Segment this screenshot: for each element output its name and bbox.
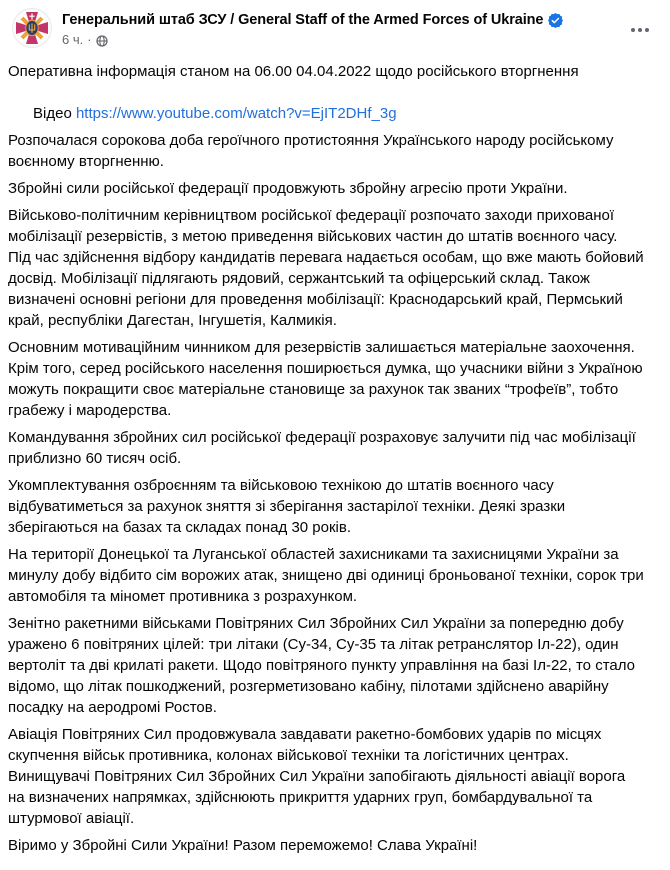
post-intro-paragraph [8, 61, 644, 124]
post-paragraph: Військово-політичним керівництвом російської федерації розпочато заходи прихованої мобілізації резервістів, з метою приведення військових частин до штатів воєнного часу. Під час здійснення відбору кандидатів перевага надається особам, що вже мають бойовий досвід. Мобілізації підлягають рядовий, сержантський та офіцерський склад. Також визначені основні регіони для проведення мобілізації: Краснодарський край, Пермський край, республіки Дагестан, Інгушетія, Калмикія. [8, 207, 648, 329]
more-options-button[interactable] [624, 18, 656, 42]
timestamp-link[interactable]: 6 ч. [62, 32, 84, 47]
verified-badge-icon [548, 13, 563, 28]
post-body-text [0, 48, 670, 870]
post-paragraph: Зенітно ракетними військами Повітряних Сил Збройних Сил України за попередню добу уражено 6 повітряних цілей: три літаки (Су-34, Су-35 та літак ретранслятор Іл-22), один вертоліт та дві крилаті ракети. Щодо повітряного пункту управління на базі Іл-22, то стало відомо, що літак пошкоджений, розгерметизовано кабіну, пілотами здійснено аварійну посадку на аеродромі Ростов. [8, 615, 640, 716]
post-paragraph: Розпочалася сорокова доба героїчного протистояння Українського народу російському воєнному вторгненню. [8, 132, 618, 170]
audience-globe-icon [96, 35, 108, 47]
page-avatar-emblem-icon[interactable] [12, 8, 52, 48]
post-paragraph: Командування збройних сил російської федерації розраховує залучити під час мобілізації приблизно 60 тисяч осіб. [8, 429, 640, 467]
intro-line: Оперативна інформація станом на 06.00 04.04.2022 щодо російського вторгнення [8, 63, 579, 80]
post-paragraph: Укомплектування озброєнням та військовою технікою до штатів воєнного часу відбуватиметься за рахунок зняття зі зберігання застарілої техніки. Деякі зразки зберігаються на базах та складах понад 30 років. [8, 477, 570, 536]
meta-separator: · [87, 32, 92, 47]
ellipsis-dot [631, 28, 635, 32]
post-paragraph: Авіація Повітряних Сил продовжувала завдавати ракетно-бомбових ударів по місцях скупчення військ противника, колонах військової техніки та логістичних центрах. Винищувачі Повітряних Сил Збройних Сил України запобігають діяльності авіації ворога на визначених напрямках, здійснюють прикриття ударних груп, бомбардувальної та штурмової авіації. [8, 726, 630, 827]
youtube-video-link[interactable]: https://www.youtube.com/watch?v=EjIT2DHf_3g [75, 105, 397, 122]
post-paragraph: На території Донецької та Луганської областей захисниками та захисницями України за минулу добу відбито сім ворожих атак, знищено дві одиниці броньованої техніки, сорок три автомобіля та міномет противника з розрахунком. [8, 546, 648, 605]
header-text [62, 8, 654, 48]
post-paragraph: Збройні сили російської федерації продовжують збройну агресію проти України. [8, 180, 568, 197]
ellipsis-dot [638, 28, 642, 32]
page-name-row [62, 11, 654, 30]
post-header [0, 0, 670, 48]
video-label: Відео [33, 105, 76, 122]
page-name-link[interactable]: Генеральний штаб ЗСУ / General Staff of the Armed Forces of Ukraine [62, 12, 544, 28]
post-meta-row [62, 32, 654, 48]
post-paragraph: Основним мотиваційним чинником для резервістів залишається матеріальне заохочення. Крім того, серед російського населення поширюється думка, що учасники війни з Україною можуть покращити своє матеріальне становище за рахунок так званих “трофеїв”, тобто грабежу і мародерства. [8, 339, 647, 419]
ellipsis-dot [645, 28, 649, 32]
post-paragraph: Віримо у Збройні Сили України! Разом переможемо! Слава Україні! [8, 837, 478, 854]
